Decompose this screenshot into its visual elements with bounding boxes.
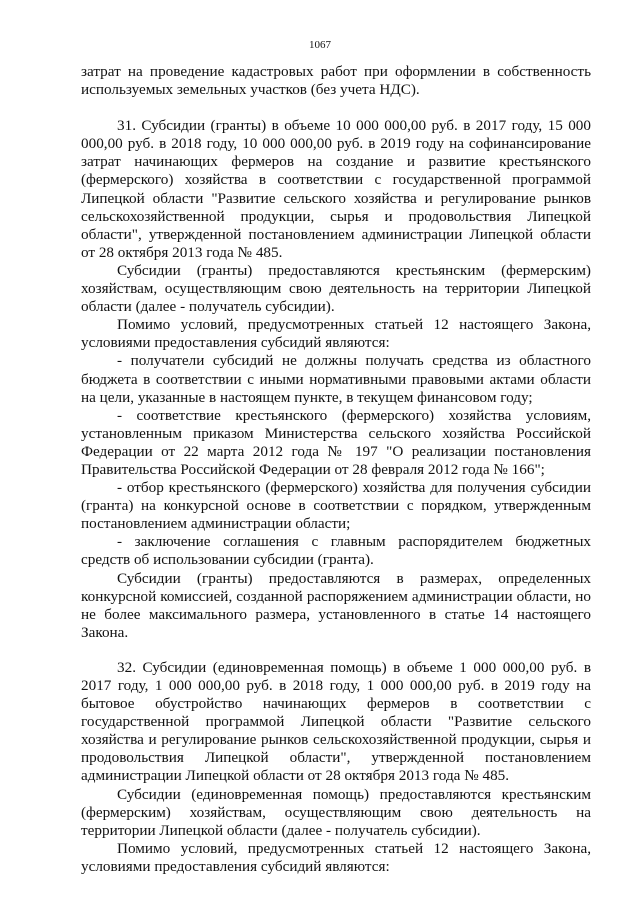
paragraph-item-31: 31. Субсидии (гранты) в объеме 10 000 000,00 руб. в 2017 году, 15 000 000,00 руб. в 2018 году, 10 000 000,00 руб. в 2019 году на софинансирование затрат начинающих фермеров на создание и развитие крестьянского (фермерского) хозяйства в соответствии с государственной программой Липецкой области "Развитие сельского хозяйства и регулирование рынков сельскохозяйственной продукции, сырья и продовольствия Липецкой области", утвержденной постановлением администрации Липецкой области от 28 октября 2013 года № 485. [81, 117, 591, 261]
paragraph-continuation: затрат на проведение кадастровых работ при оформлении в собственность используемых земельных участков (без учета НДС). [81, 63, 591, 99]
paragraph-item-32: 32. Субсидии (единовременная помощь) в объеме 1 000 000,00 руб. в 2017 году, 1 000 000,00 руб. в 2018 году, 1 000 000,00 руб. в 2019 году на бытовое обустройство начинающих фермеров в соответствии с государственной программой Липецкой области "Развитие сельского хозяйства и регулирование рынков сельскохозяйственной продукции, сырья и продовольствия Липецкой области", утвержденной постановлением администрации Липецкой области от 28 октября 2013 года № 485. [81, 658, 591, 785]
paragraph-condition-1: - получатели субсидий не должны получать средства из областного бюджета в соответствии с иными нормативными правовыми актами области на цели, указанные в настоящем пункте, в текущем финансовом году; [81, 352, 591, 406]
paragraph-conditions-intro: Помимо условий, предусмотренных статьей 12 настоящего Закона, условиями предоставления субсидий являются: [81, 316, 591, 352]
paragraph-condition-3: - отбор крестьянского (фермерского) хозяйства для получения субсидии (гранта) на конкурсной основе в соответствии с порядком, утвержденным постановлением администрации области; [81, 479, 591, 533]
paragraph-onetime-recipients: Субсидии (единовременная помощь) предоставляются крестьянским (фермерским) хозяйствам, осуществляющим свою деятельность на территории Липецкой области (далее - получатель субсидии). [81, 785, 591, 839]
paragraph-condition-4: - заключение соглашения с главным распорядителем бюджетных средств об использовании субсидии (гранта). [81, 533, 591, 569]
paragraph-condition-2: - соответствие крестьянского (фермерского) хозяйства условиям, установленным приказом Министерства сельского хозяйства Российской Федерации от 22 марта 2012 года № 197 "О реализации постановления Правительства Российской Федерации от 28 февраля 2012 года № 166"; [81, 406, 591, 478]
page-number: 1067 [309, 39, 331, 51]
paragraph-conditions-intro-2: Помимо условий, предусмотренных статьей 12 настоящего Закона, условиями предоставления субсидий являются: [81, 839, 591, 875]
document-body [81, 63, 591, 876]
paragraph-grants-amounts: Субсидии (гранты) предоставляются в размерах, определенных конкурсной комиссией, созданной распоряжением администрации области, но не более максимального размера, установленного в статье 14 настоящего Закона. [81, 569, 591, 641]
paragraph-grants-recipients: Субсидии (гранты) предоставляются крестьянским (фермерским) хозяйствам, осуществляющим свою деятельность на территории Липецкой области (далее - получатель субсидии). [81, 261, 591, 316]
